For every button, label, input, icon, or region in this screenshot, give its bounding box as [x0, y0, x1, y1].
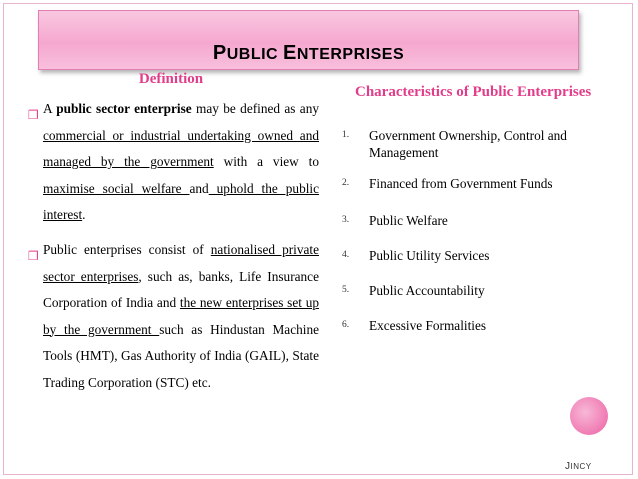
slide-title: PUBLIC ENTERPRISES	[212, 42, 405, 64]
square-bullet-icon: ❒	[28, 108, 39, 122]
footer-author: JINCY	[565, 461, 592, 472]
characteristics-heading: Characteristics of Public Enterprises	[355, 84, 592, 100]
square-bullet-icon: ❒	[28, 249, 39, 263]
public-enterprises-paragraph: Public enterprises consist of nationalised private sector enterprises, such as, banks, Life Insurance Corporation of India and the new enterprises set up by the government such as Hindustan Machine Tools (HMT), Gas Authority of India (GAIL), State Trading Corporation (STC) etc.	[43, 242, 320, 390]
definition-heading: Definition	[138, 71, 204, 87]
decorative-circle	[570, 397, 608, 435]
title-banner	[38, 10, 579, 70]
definition-paragraph: A public sector enterprise may be defined as any commercial or industrial undertaking owned and managed by the government with a view to maximise social welfare and uphold the public interest.	[43, 101, 320, 222]
